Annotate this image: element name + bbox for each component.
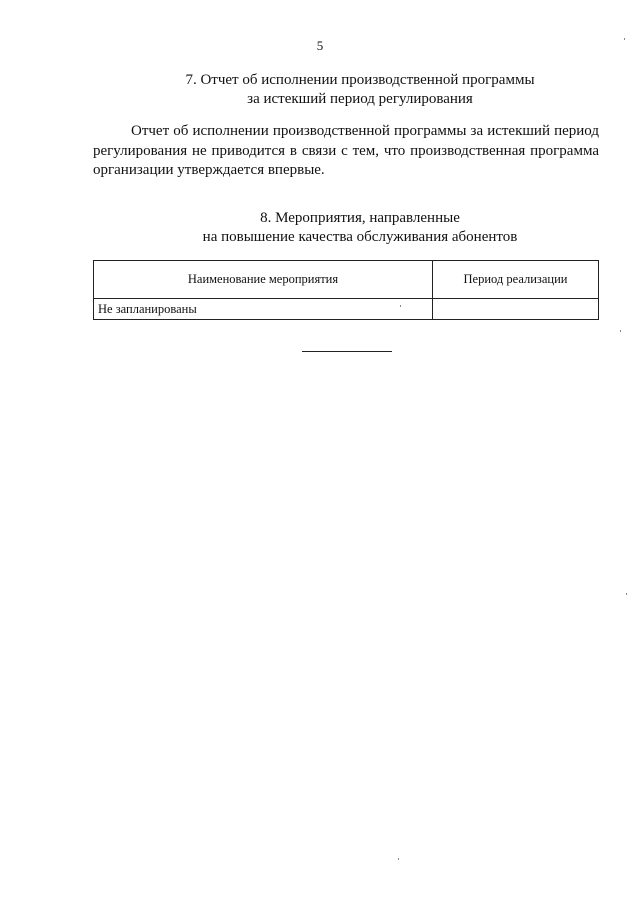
scan-speck [400,305,401,307]
table-row [94,299,599,320]
table-header-row [94,261,599,299]
section-7-heading [110,71,610,109]
scan-speck [626,593,627,595]
table-cell-period [433,299,599,320]
scan-speck [398,858,399,860]
scan-speck [624,38,625,40]
closing-divider [302,351,392,352]
section-8-title-line-2: на повышение качества обслуживания абонентов [202,229,518,245]
section-8-title-line-1: 8. Мероприятия, направленные [260,210,460,226]
column-header-name: Наименование мероприятия [94,261,433,299]
table-cell-name: Не запланированы [94,299,433,320]
section-7-paragraph: Отчет об исполнении производственной программы за истекший период регулирования не приводится в связи с тем, что производственная программа организации утверждается впервые. [93,123,599,178]
scan-speck [620,330,621,332]
section-7-title-line-2: за истекший период регулирования [247,91,473,107]
page-number: 5 [316,38,324,53]
column-header-period: Период реализации [433,261,599,299]
events-table [93,260,599,320]
section-8-heading [110,209,610,247]
section-7-title-line-1: 7. Отчет об исполнении производственной программы [185,72,535,88]
